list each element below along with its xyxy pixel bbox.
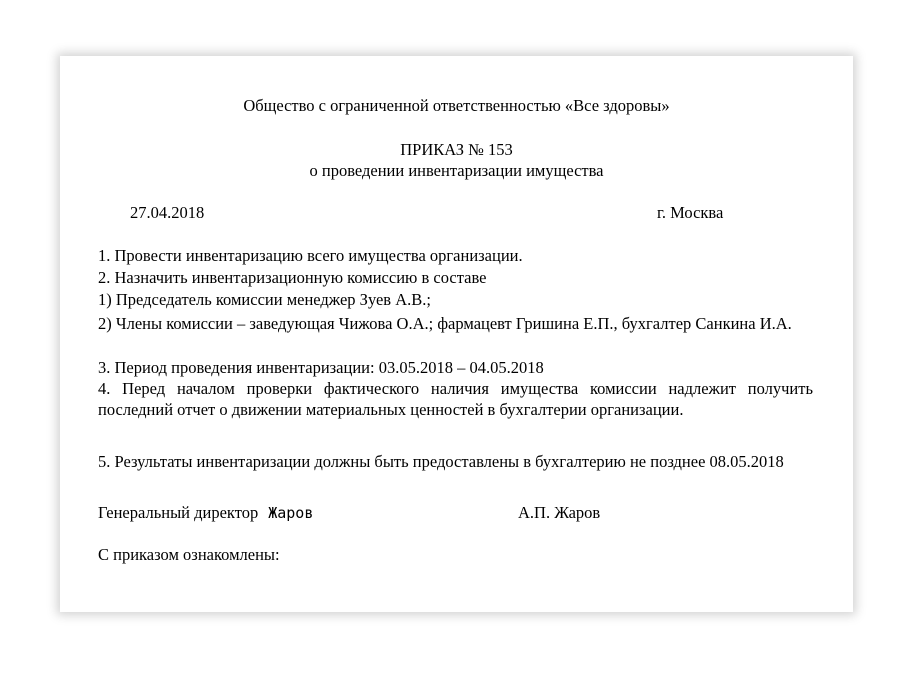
order-item-2: 2. Назначить инвентаризационную комиссию в составе — [98, 268, 487, 287]
director-signature-line — [98, 503, 313, 523]
order-item-2-1: 1) Председатель комиссии менеджер Зуев А.В.; — [98, 290, 431, 309]
order-item-1: 1. Провести инвентаризацию всего имущества организации. — [98, 246, 523, 265]
order-item-4: 4. Перед началом проверки фактического наличия имущества комиссии надлежит получить последний отчет о движении материальных ценностей в бухгалтерии организации. — [98, 379, 813, 419]
acknowledged-label: С приказом ознакомлены: — [98, 545, 280, 564]
order-city: г. Москва — [657, 203, 724, 222]
order-item-3: 3. Период проведения инвентаризации: 03.05.2018 – 04.05.2018 — [98, 358, 544, 377]
document-page — [60, 56, 853, 612]
order-title: ПРИКАЗ № 153 — [400, 140, 513, 159]
organization-name: Общество с ограниченной ответственностью «Все здоровы» — [243, 96, 670, 115]
order-item-5: 5. Результаты инвентаризации должны быть предоставлены в бухгалтерию не позднее 08.05.2018 — [98, 452, 784, 471]
director-signature: Жаров — [268, 504, 314, 522]
director-name: А.П. Жаров — [518, 503, 601, 522]
director-title: Генеральный директор — [98, 503, 259, 522]
order-subject: о проведении инвентаризации имущества — [309, 161, 604, 180]
order-date: 27.04.2018 — [130, 203, 205, 222]
order-item-2-2: 2) Члены комиссии – заведующая Чижова О.А.; фармацевт Гришина Е.П., бухгалтер Санкина И.А. — [98, 314, 792, 333]
